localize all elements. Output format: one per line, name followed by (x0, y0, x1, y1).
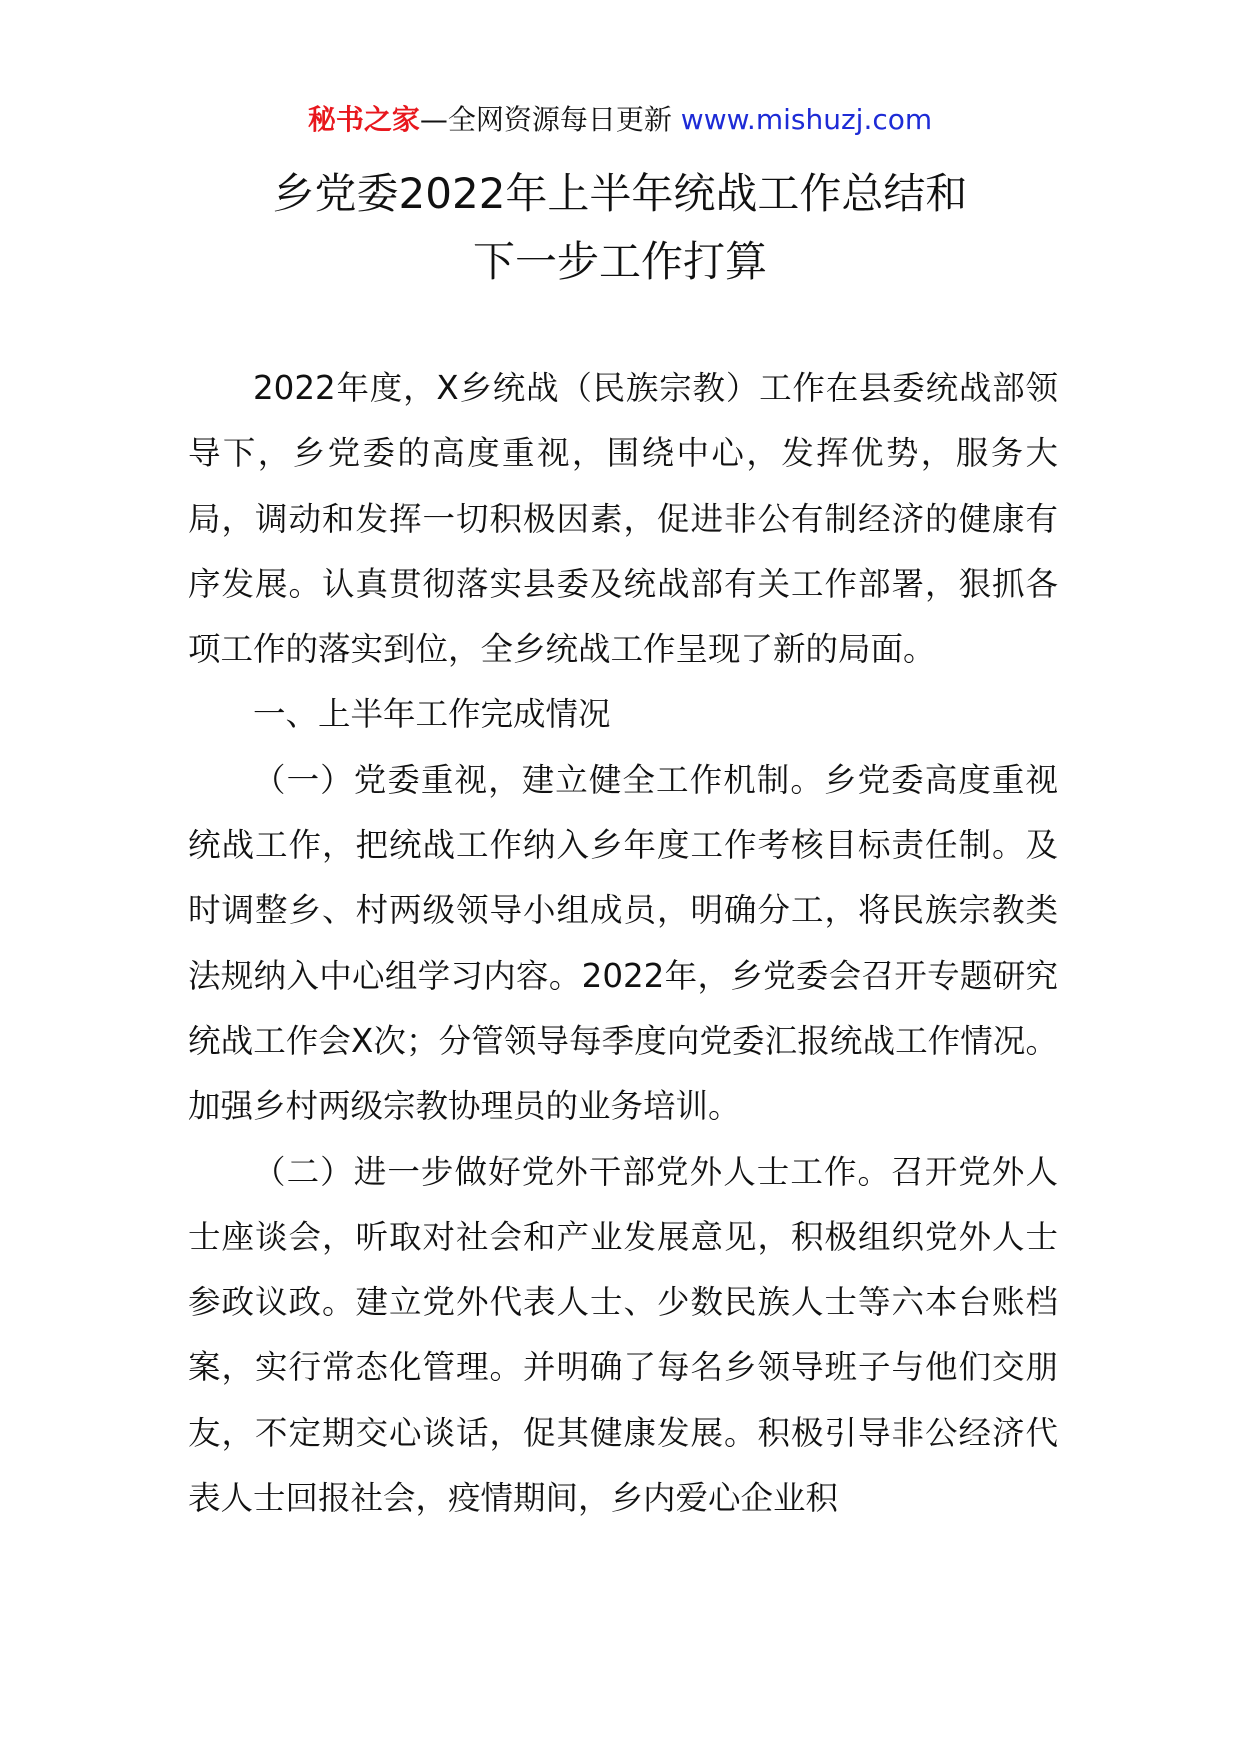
document-body (188, 356, 1058, 1531)
site-header (0, 100, 1240, 140)
section-heading: 一、上半年工作完成情况 (253, 695, 611, 734)
site-url-link[interactable]: www.mishuzj.com (680, 103, 933, 136)
paragraph-section-1: （一）党委重视，建立健全工作机制。乡党委高度重视统战工作，把统战工作纳入乡年度工作考核目标责任制。及时调整乡、村两级领导小组成员，明确分工，将民族宗教类法规纳入中心组学习内容。2022年，乡党委会召开专题研究统战工作会X次；分管领导每季度向党委汇报统战工作情况。加强乡村两级宗教协理员的业务培训。 (188, 760, 1058, 1126)
paragraph-section-2: （二）进一步做好党外干部党外人士工作。召开党外人士座谈会，听取对社会和产业发展意见，积极组织党外人士参政议政。建立党外代表人士、少数民族人士等六本台账档案，实行常态化管理。并明确了每名乡领导班子与他们交朋友，不定期交心谈话，促其健康发展。积极引导非公经济代表人士回报社会，疫情期间，乡内爱心企业积 (188, 1152, 1058, 1518)
brand-name: 秘书之家 (307, 103, 420, 136)
paragraph-intro: 2022年度，X乡统战（民族宗教）工作在县委统战部领导下，乡党委的高度重视，围绕中心，发挥优势，服务大局，调动和发挥一切积极因素，促进非公有制经济的健康有序发展。认真贯彻落实县委及统战部有关工作部署，狠抓各项工作的落实到位，全乡统战工作呈现了新的局面。 (188, 369, 1058, 669)
document-title-line-1: 乡党委2022年上半年统战工作总结和 (272, 169, 968, 218)
header-tagline: —全网资源每日更新 (419, 103, 672, 136)
document-title-line-2: 下一步工作打算 (472, 237, 767, 286)
